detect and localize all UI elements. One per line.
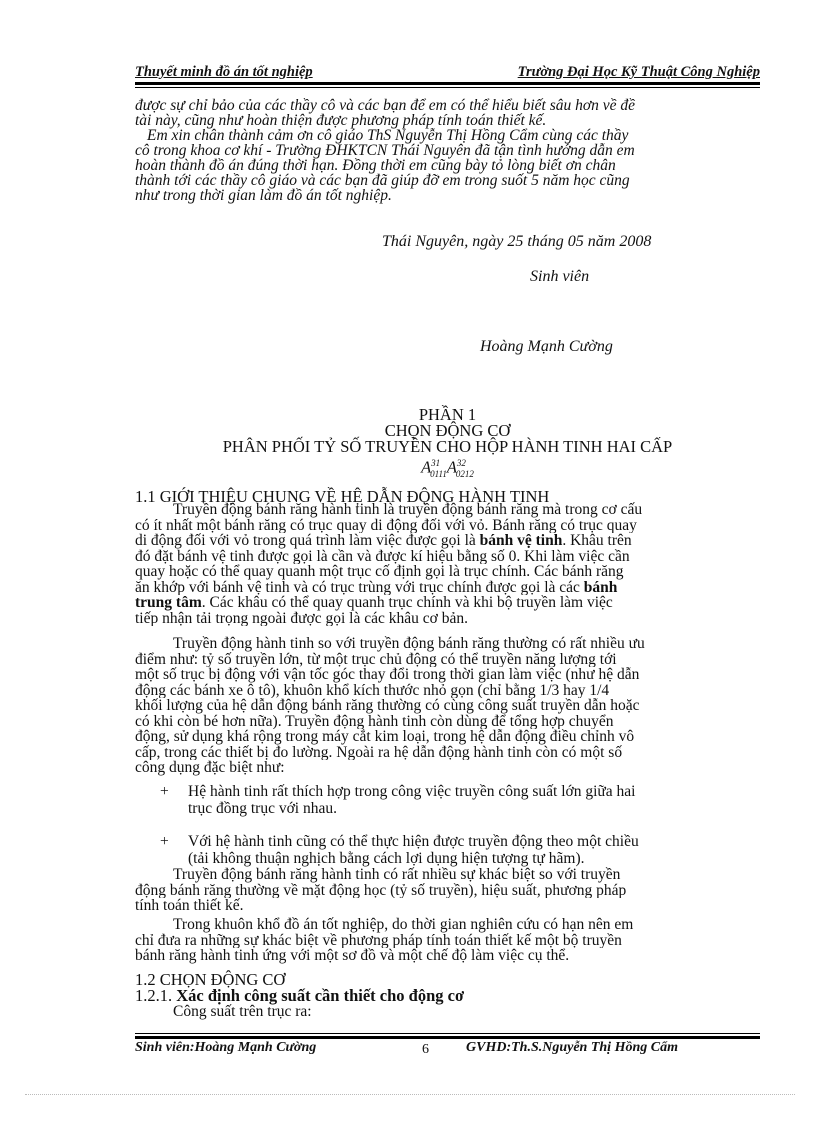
footer-advisor: GVHD:Th.S.Nguyễn Thị Hồng Cẩm [466, 1040, 678, 1055]
part-title [135, 407, 760, 482]
bullet-mark: + [160, 783, 169, 800]
term-planet-gear: bánh vệ tinh [479, 533, 563, 549]
section-heading-1-1: 1.1 GIỚI THIỆU CHUNG VỀ HỆ DẪN ĐỘNG HÀNH TINH [135, 487, 550, 506]
page-header-right: Trường Đại Học Kỹ Thuật Công Nghiệp [517, 64, 760, 80]
footer-student: Sinh viên:Hoàng Mạnh Cường [135, 1040, 317, 1055]
footer-rule-thick [135, 1036, 760, 1039]
bullet-mark: + [160, 833, 169, 850]
signature-name: Hoàng Mạnh Cường [480, 338, 613, 355]
bullet-item: Với hệ hành tinh cũng có thể thực hiện được truyền động theo một chiều (tải không thuận nghịch bằng cách lợi dụng hiện tượng tự hãm). [188, 833, 639, 867]
page-number: 6 [422, 1042, 429, 1057]
page-bottom-divider [25, 1094, 795, 1095]
ack-line: tài này, cũng như hoàn thiện được phương pháp tính toán thiết kế. [135, 112, 547, 129]
term-sun-gear: bánh [583, 579, 618, 595]
ack-line: thành tới các thầy cô giáo và các bạn đã giúp đỡ em trong suốt 5 năm học cũng [135, 172, 630, 189]
signature-role: Sinh viên [530, 268, 590, 285]
part-heading: PHÂN PHỐI TỶ SỐ TRUYỀN CHO HỘP HÀNH TINH HAI CẤP [222, 437, 673, 456]
header-rule-thin [135, 87, 760, 88]
ack-line: Em xin chân thành cảm ơn cô giáo ThS Nguyễn Thị Hồng Cẩm cùng các thầy [147, 127, 629, 144]
paragraph-1: Truyền động bánh răng hành tinh là truyền động bánh răng mà trong cơ cấu có ít nhất một bánh răng có trục quay di động đối với vỏ. Bánh răng có trục quay di động đối với vỏ trong quá trình làm việc được gọi là bánh vệ tinh. Khâu trên đó đặt bánh vệ tinh được gọi là cần và được kí hiệu bằng số 0. Khi làm việc cần quay hoặc có thể quay quanh một trục cố định gọi là trục chính. Các bánh răng ăn khớp với bánh vệ tinh và có trục trùng với trục chính được gọi là các bánh trung tâm. Các khâu có thể quay quanh trục chính và khi bộ truyền làm việc tiếp nhận tải trọng ngoài được gọi là các khâu cơ bản. [135, 502, 643, 626]
bullet-item: Hệ hành tinh rất thích hợp trong công việc truyền công suất lớn giữa hai trục đồng trục với nhau. [188, 783, 636, 817]
acknowledgment-text [135, 98, 760, 203]
body-line: Công suất trên trục ra: [173, 1003, 312, 1020]
page-header-left: Thuyết minh đồ án tốt nghiệp [135, 64, 313, 80]
paragraph-2: Truyền động hành tinh so với truyền động bánh răng thường có rất nhiều ưu điểm như: tỷ số truyền lớn, từ một trục chủ động có thể truyền năng lượng tới một số trục bị động với vận tốc góc thay đổi trong thời gian làm việc (như hệ dẫn động các bánh xe ô tô), khuôn khổ kích thước nhỏ gọn (chỉ bằng 1/3 hay 1/4 khối lượng của hệ dẫn động bánh răng thường có cùng công suất truyền dẫn hoặc có khi còn bé hơn nữa). Truyền động hành tinh còn dùng để tổng hợp chuyển động, sử dụng khá rộng trong máy cắt kim loại, trong hệ dẫn động điều chỉnh vô cấp, trong các thiết bị đo lường. Ngoài ra hệ dẫn động hành tinh còn có một số công dụng đặc biệt như: [135, 636, 645, 776]
ack-line: được sự chỉ bảo của các thầy cô và các bạn để em có thể hiểu biết sâu hơn về đề [135, 97, 636, 114]
section-heading-1-2: 1.2 CHỌN ĐỘNG CƠ [135, 970, 286, 989]
ack-line: cô trong khoa cơ khí - Trường ĐHKTCN Thái Nguyên đã tận tình hướng dẫn em [135, 142, 635, 159]
subsection-heading-1-2-1: 1.2.1. Xác định công suất cần thiết cho động cơ [135, 986, 465, 1005]
header-rule-thick [135, 82, 760, 85]
signature-date: Thái Nguyên, ngày 25 tháng 05 năm 2008 [382, 233, 652, 250]
part-number: PHẦN 1 [418, 405, 477, 424]
paragraph-4: Trong khuôn khổ đồ án tốt nghiệp, do thời gian nghiên cứu có hạn nên em chỉ đưa ra những sự khác biệt về phương pháp tính toán thiết kế một bộ truyền bánh răng hành tinh ứng với một sơ đồ và một chế độ làm việc cụ thể. [135, 917, 634, 964]
ack-line: như trong thời gian làm đồ án tốt nghiệp. [135, 187, 392, 204]
part-subtitle: CHỌN ĐỘNG CƠ [384, 421, 511, 440]
part-formula: $A^{31}_{0111}A^{32}_{0212}$ [421, 457, 474, 479]
paragraph-3: Truyền động bánh răng hành tinh có rất nhiều sự khác biệt so với truyền động bánh răng thường về mặt động học (tỷ số truyền), hiệu suất, phương pháp tính toán thiết kế. [135, 867, 627, 914]
footer-rule-thin [135, 1033, 760, 1034]
ack-line: hoàn thành đồ án đúng thời hạn. Đồng thời em cũng bày tỏ lòng biết ơn chân [135, 157, 616, 174]
